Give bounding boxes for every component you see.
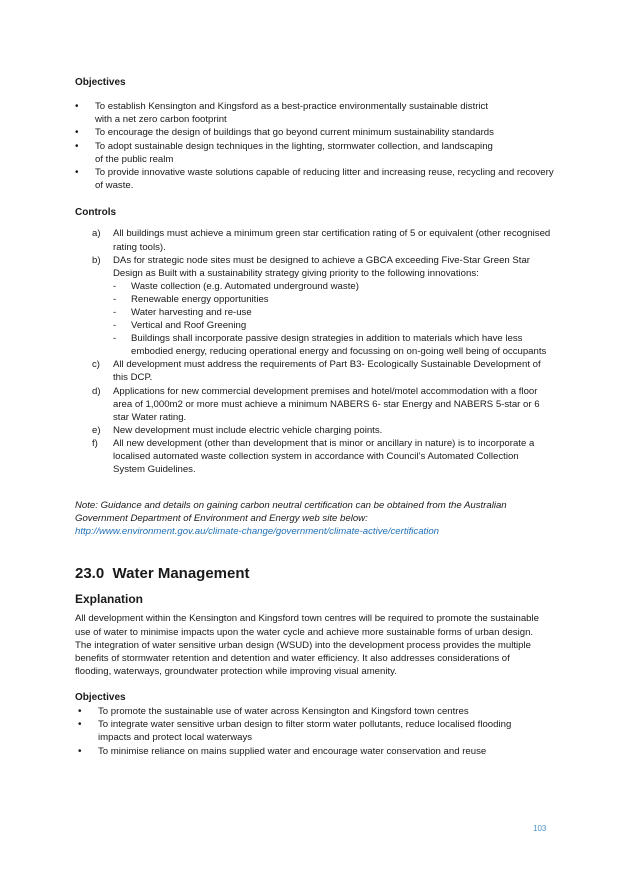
list-item-text: New development must include electric vehicle charging points. xyxy=(113,424,383,436)
certification-link[interactable]: http://www.environment.gov.au/climate-change/government/climate-active/certification xyxy=(75,526,440,538)
list-item: • To integrate water sensitive urban design to filter storm water pollutants, reduce localised flooding impacts and protect local waterways xyxy=(75,718,515,744)
list-item xyxy=(75,254,551,359)
list-item: • To minimise reliance on mains supplied water and encourage water conservation and reuse xyxy=(75,745,558,758)
list-item: • To adopt sustainable design techniques in the lighting, stormwater collection, and landscaping of the public realm xyxy=(75,140,495,166)
objectives-list xyxy=(75,100,554,192)
list-item: - Water harvesting and re-use xyxy=(93,306,551,319)
list-item: • To provide innovative waste solutions capable of reducing litter and increasing reuse, recycling and recovery of waste. xyxy=(75,166,555,192)
guidance-note xyxy=(75,499,553,538)
list-item xyxy=(75,385,551,424)
list-item: - Waste collection (e.g. Automated underground waste) xyxy=(93,280,551,293)
list-item xyxy=(75,437,551,476)
section-heading xyxy=(75,565,553,583)
list-item: - Renewable energy opportunities xyxy=(93,293,551,306)
list-item xyxy=(75,424,551,437)
section-number: 23.0 xyxy=(75,565,105,583)
section-title: Water Management xyxy=(112,565,250,583)
explanation-heading: Explanation xyxy=(75,592,144,607)
list-marker: f) xyxy=(92,437,98,449)
list-item-text: All new development (other than development that is minor or ancillary in nature) is to incorporate a localised automated waste collection system in accordance with Council’s Automated Collection System Guidelines. xyxy=(113,437,535,476)
list-item: - Buildings shall incorporate passive design strategies in addition to materials which have less embodied energy, reducing operational energy and focussing on on-going well being of occupants xyxy=(93,332,551,358)
list-item: • To promote the sustainable use of water across Kensington and Kingsford town centres xyxy=(75,705,515,718)
objectives-heading: Objectives xyxy=(75,691,126,703)
explanation-paragraph: All development within the Kensington and Kingsford town centres will be required to promote the sustainable use of water to minimise impacts upon the water cycle and achieve more sustainable forms of urban design. The integration of water sensitive urban design (WSUD) into the development process provides the multiple benefits of stormwater retention and detention and water efficiency. It also addresses considerations of flooding, waterways, groundwater protection while improving visual amenity. xyxy=(75,613,539,677)
innovations-list xyxy=(93,280,551,359)
controls-heading: Controls xyxy=(75,207,117,219)
note-text: Note: Guidance and details on gaining carbon neutral certification can be obtained from the Australian Government Department of Environment and Energy web site below: xyxy=(75,500,507,525)
list-item-text: Applications for new commercial development premises and hotel/motel accommodation with a floor area of 1,000m2 or more must achieve a minimum NABERS 6- star Energy and NABERS 5-star or 6 star Water rating. xyxy=(113,385,540,423)
list-marker: d) xyxy=(92,385,101,397)
page-number: 103 xyxy=(533,824,547,833)
controls-list xyxy=(75,227,551,476)
water-objectives-list xyxy=(75,705,515,758)
list-item xyxy=(75,227,551,253)
list-item: • To establish Kensington and Kingsford as a best-practice environmentally sustainable district with a net zero carbon footprint xyxy=(75,100,495,126)
list-item: • To encourage the design of buildings that go beyond current minimum sustainability standards xyxy=(75,126,495,139)
list-item-text: All buildings must achieve a minimum green star certification rating of 5 or equivalent (other recognised rating tools). xyxy=(113,228,551,253)
list-item-text: DAs for strategic node sites must be designed to achieve a GBCA exceeding Five-Star Green Star Design as Built with a sustainability strategy giving priority to the following innovations: xyxy=(113,254,531,279)
list-item-text: All development must address the requirements of Part B3- Ecologically Sustainable Development of this DCP. xyxy=(113,359,541,384)
list-item xyxy=(75,358,551,384)
list-marker: a) xyxy=(92,228,101,240)
document-page xyxy=(75,72,553,758)
list-marker: c) xyxy=(92,359,100,371)
list-item: - Vertical and Roof Greening xyxy=(93,319,551,332)
objectives-heading: Objectives xyxy=(75,77,126,88)
list-marker: b) xyxy=(92,254,101,266)
list-marker: e) xyxy=(92,424,101,436)
